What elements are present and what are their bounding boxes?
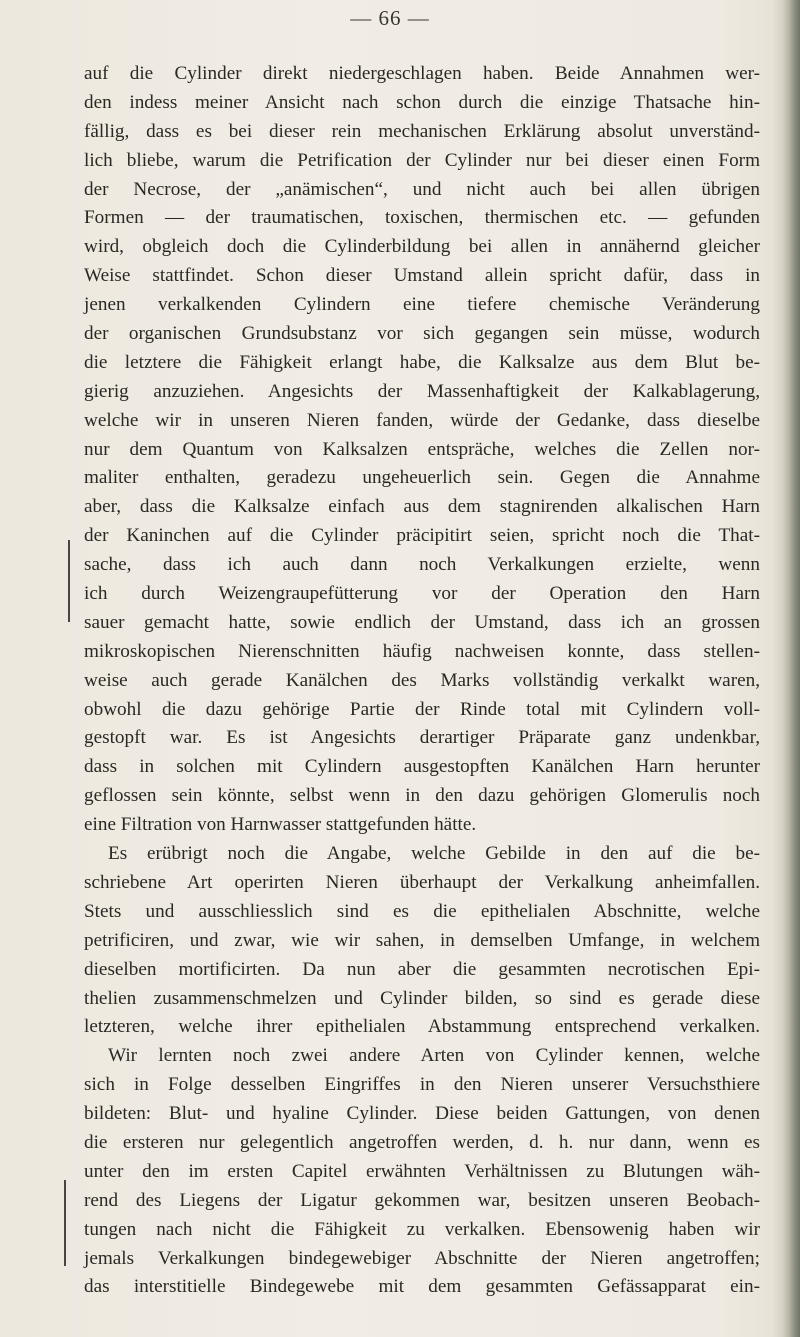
text-line: geflossen sein könnte, selbst wenn in den dazu gehörigen Glomerulis noch	[84, 785, 760, 807]
text-line: der Kaninchen auf die Cylinder präcipitirt seien, spricht noch die That-	[84, 525, 760, 547]
text-line: Formen — der traumatischen, toxischen, thermischen etc. — gefunden	[84, 207, 760, 229]
margin-mark-upper	[68, 540, 70, 622]
text-line: wird, obgleich doch die Cylinderbildung bei allen in annähernd gleicher	[84, 236, 760, 258]
text-line: lich bliebe, warum die Petrification der Cylinder nur bei dieser einen Form	[84, 149, 760, 171]
text-line: aber, dass die Kalksalze einfach aus dem stagnirenden alkalischen Harn	[84, 496, 760, 518]
text-line: der Necrose, der „anämischen“, und nicht auch bei allen übrigen	[84, 178, 760, 200]
margin-mark-lower	[64, 1180, 66, 1266]
text-line: den indess meiner Ansicht nach schon durch die einzige Thatsache hin-	[84, 91, 760, 113]
text-line: sich in Folge desselben Eingriffes in den Nieren unserer Versuchsthiere	[84, 1074, 760, 1096]
text-line: Weise stattfindet. Schon dieser Umstand allein spricht dafür, dass in	[84, 265, 760, 287]
text-line: letzteren, welche ihrer epithelialen Abstammung entsprechend verkalken.	[84, 1016, 760, 1038]
text-line: thelien zusammenschmelzen und Cylinder bilden, so sind es gerade diese	[84, 987, 760, 1009]
text-line: unter den im ersten Capitel erwähnten Verhältnissen zu Blutungen wäh-	[84, 1160, 760, 1182]
text-line: sache, dass ich auch dann noch Verkalkungen erzielte, wenn	[84, 554, 760, 576]
text-line: jemals Verkalkungen bindegewebiger Abschnitte der Nieren angetroffen;	[84, 1247, 760, 1269]
text-line: welche wir in unseren Nieren fanden, würde der Gedanke, dass dieselbe	[84, 409, 760, 431]
text-line: die ersteren nur gelegentlich angetroffen werden, d. h. nur dann, wenn es	[84, 1131, 760, 1153]
page-number: — 66 —	[350, 6, 430, 30]
text-line: nur dem Quantum von Kalksalzen entspräche, welches die Zellen nor-	[84, 438, 760, 460]
text-line: dass in solchen mit Cylindern ausgestopften Kanälchen Harn herunter	[84, 756, 760, 778]
text-line: auf die Cylinder direkt niedergeschlagen haben. Beide Annahmen wer-	[84, 63, 760, 84]
text-line: gestopft war. Es ist Angesichts derartiger Präparate ganz undenkbar,	[84, 727, 760, 749]
text-line: petrificiren, und zwar, wie wir sahen, in demselben Umfange, in welchem	[84, 929, 760, 951]
text-line: tungen nach nicht die Fähigkeit zu verkalken. Ebensowenig haben wir	[84, 1218, 760, 1240]
text-line: maliter enthalten, geradezu ungeheuerlich sein. Gegen die Annahme	[84, 467, 760, 489]
text-line: ich durch Weizengraupefütterung vor der Operation den Harn	[84, 583, 760, 605]
text-line: mikroskopischen Nierenschnitten häufig nachweisen konnte, dass stellen-	[84, 640, 760, 662]
text-line: sauer gemacht hatte, sowie endlich der Umstand, dass ich an grossen	[84, 611, 760, 633]
text-line: Stets und ausschliesslich sind es die epithelialen Abschnitte, welche	[84, 900, 760, 922]
text-line: eine Filtration von Harnwasser stattgefunden hätte.	[84, 814, 477, 836]
text-line: schriebene Art operirten Nieren überhaupt der Verkalkung anheimfallen.	[84, 871, 760, 893]
text-line: die letztere die Fähigkeit erlangt habe, die Kalksalze aus dem Blut be-	[84, 351, 760, 373]
text-line: weise auch gerade Kanälchen des Marks vollständig verkalkt waren,	[84, 669, 760, 691]
text-line: der organischen Grundsubstanz vor sich gegangen sein müsse, wodurch	[84, 323, 760, 345]
text-line: fällig, dass es bei dieser rein mechanischen Erklärung absolut unverständ-	[84, 120, 760, 142]
page-edge-shadow	[772, 0, 800, 1337]
text-line: rend des Liegens der Ligatur gekommen war, besitzen unseren Beobach-	[84, 1189, 760, 1211]
text-line: jenen verkalkenden Cylindern eine tiefere chemische Veränderung	[84, 294, 760, 316]
text-line: bildeten: Blut- und hyaline Cylinder. Diese beiden Gattungen, von denen	[84, 1103, 760, 1125]
text-line: das interstitielle Bindegewebe mit dem gesammten Gefässapparat ein-	[84, 1276, 760, 1298]
text-line: Wir lernten noch zwei andere Arten von Cylinder kennen, welche	[108, 1045, 760, 1067]
text-line: gierig anzuziehen. Angesichts der Massenhaftigkeit der Kalkablagerung,	[84, 380, 760, 402]
body-text	[84, 60, 760, 1302]
text-line: obwohl die dazu gehörige Partie der Rinde total mit Cylindern voll-	[84, 698, 760, 720]
text-line: Es erübrigt noch die Angabe, welche Gebilde in den auf die be-	[108, 843, 760, 865]
text-line: dieselben mortificirten. Da nun aber die gesammten necrotischen Epi-	[84, 958, 760, 980]
